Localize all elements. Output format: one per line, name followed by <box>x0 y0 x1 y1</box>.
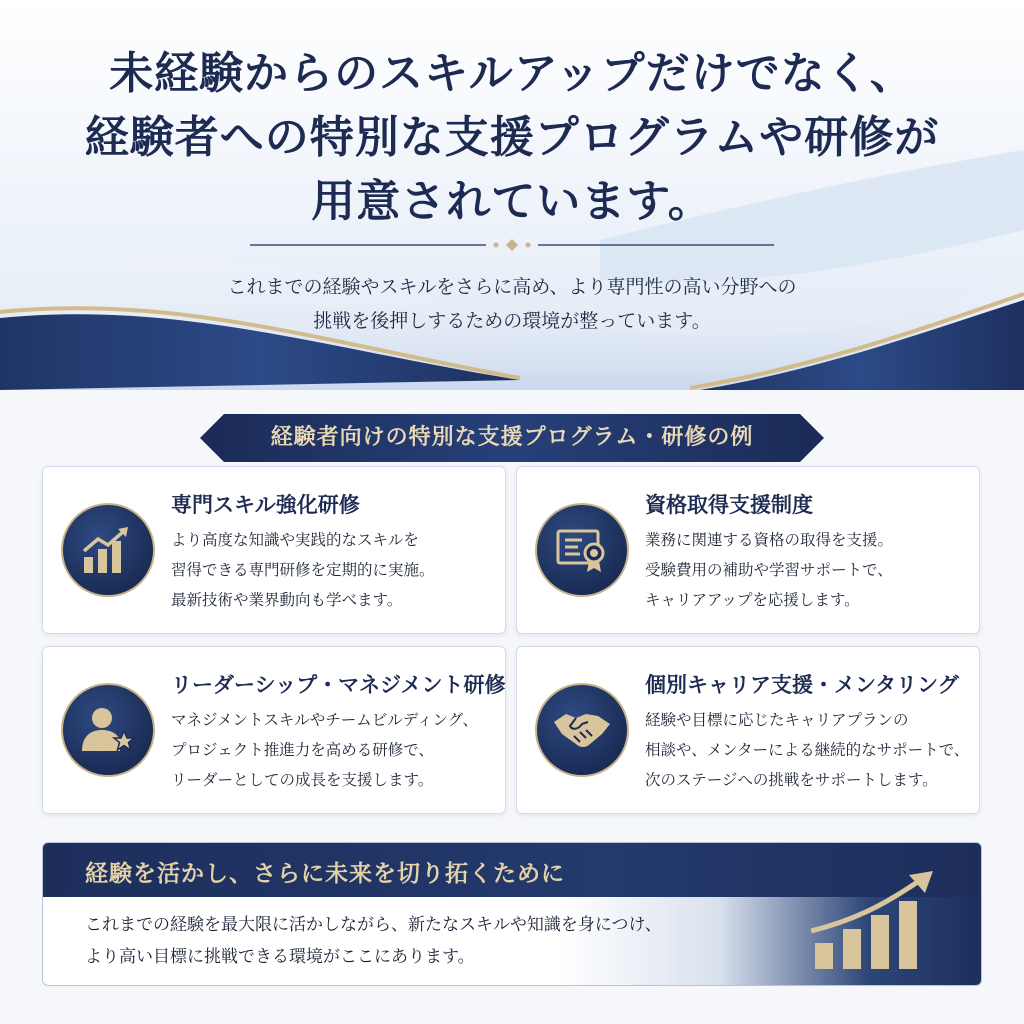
card-text-line: 業務に関連する資格の取得を支援。 <box>645 531 894 549</box>
card-description <box>171 525 501 615</box>
card-title: 資格取得支援制度 <box>645 493 813 517</box>
card-text-line: 習得できる専門研修を定期的に実施。 <box>171 561 435 579</box>
section-heading-banner <box>200 414 824 462</box>
card-text-line: 相談や、メンターによる継続的なサポートで、 <box>645 741 970 759</box>
card-description <box>171 705 501 795</box>
handshake-icon <box>535 683 629 777</box>
card-title: リーダーシップ・マネジメント研修 <box>171 673 506 697</box>
card-text-line: より高度な知識や実践的なスキルを <box>171 531 419 549</box>
program-card-leadership <box>42 646 506 814</box>
hero-section <box>0 0 1024 390</box>
card-text-line: マネジメントスキルやチームビルディング、 <box>171 711 479 729</box>
page-title <box>0 42 1024 234</box>
rising-bars-arrow-icon <box>811 871 941 971</box>
program-card-skill-training <box>42 466 506 634</box>
growth-chart-icon <box>61 503 155 597</box>
card-text-line: 次のステージへの挑戦をサポートします。 <box>645 771 938 789</box>
program-card-certification <box>516 466 980 634</box>
card-text-line: 最新技術や業界動向も学べます。 <box>171 591 403 609</box>
title-divider <box>250 237 774 253</box>
certificate-icon <box>535 503 629 597</box>
card-text-line: リーダーとしての成長を支援します。 <box>171 771 434 789</box>
card-title: 専門スキル強化研修 <box>171 493 360 517</box>
card-title: 個別キャリア支援・メンタリング <box>645 673 959 697</box>
closing-text <box>85 909 785 973</box>
person-star-icon <box>61 683 155 777</box>
subtitle-line-2: 挑戦を後押しするための環境が整っています。 <box>313 310 711 332</box>
hero-subtitle <box>0 270 1024 338</box>
card-text-line: プロジェクト推進力を高める研修で、 <box>171 741 434 759</box>
closing-text-line: これまでの経験を最大限に活かしながら、新たなスキルや知識を身につけ、 <box>85 915 662 935</box>
title-line-2: 経験者への特別な支援プログラムや研修が <box>84 112 940 163</box>
closing-title: 経験を活かし、さらに未来を切り拓くために <box>85 861 565 887</box>
closing-message-box <box>42 842 982 986</box>
title-line-1: 未経験からのスキルアップだけでなく、 <box>109 48 915 99</box>
program-card-mentoring <box>516 646 980 814</box>
section-heading: 経験者向けの特別な支援プログラム・研修の例 <box>270 425 754 450</box>
card-text-line: 経験や目標に応じたキャリアプランの <box>645 711 909 729</box>
subtitle-line-1: これまでの経験やスキルをさらに高め、より専門性の高い分野への <box>227 276 797 298</box>
title-line-3: 用意されています。 <box>311 176 713 227</box>
card-description <box>645 525 975 615</box>
card-text-line: キャリアアップを応援します。 <box>645 591 860 609</box>
card-text-line: 受験費用の補助や学習サポートで、 <box>645 561 893 579</box>
closing-text-line: より高い目標に挑戦できる環境がここにあります。 <box>85 947 475 967</box>
card-description <box>645 705 975 795</box>
